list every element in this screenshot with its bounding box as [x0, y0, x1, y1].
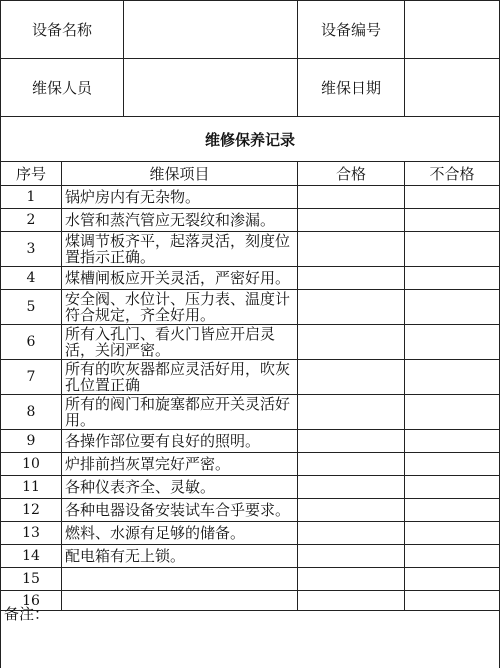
row-item-text: 水管和蒸汽管应无裂纹和渗漏。: [62, 209, 298, 232]
col-header-item: 维保项目: [62, 162, 298, 186]
row-number: 11: [1, 476, 62, 499]
maint-date-field[interactable]: [405, 59, 500, 117]
row-fail-cell[interactable]: [405, 186, 500, 209]
equipment-no-label: 设备编号: [298, 1, 405, 59]
row-fail-cell[interactable]: [405, 568, 500, 591]
table-row: [1, 499, 500, 522]
row-fail-cell[interactable]: [405, 290, 500, 325]
table-row: [1, 267, 500, 290]
row-pass-cell[interactable]: [298, 290, 405, 325]
row-number: 7: [1, 360, 62, 395]
table-row: [1, 325, 500, 360]
col-header-no: 序号: [1, 162, 62, 186]
row-pass-cell[interactable]: [298, 186, 405, 209]
row-number: 8: [1, 395, 62, 430]
table-row: [1, 522, 500, 545]
row-pass-cell[interactable]: [298, 267, 405, 290]
table-row: [1, 430, 500, 453]
row-pass-cell[interactable]: [298, 325, 405, 360]
notes-label: 备注：: [4, 605, 50, 623]
row-item-text: 各种电器设备安装试车合乎要求。: [62, 499, 298, 522]
row-fail-cell[interactable]: [405, 522, 500, 545]
row-fail-cell[interactable]: [405, 325, 500, 360]
row-fail-cell[interactable]: [405, 430, 500, 453]
notes-area[interactable]: [0, 601, 500, 668]
maintainer-label: 维保人员: [1, 59, 124, 117]
maint-date-label: 维保日期: [298, 59, 405, 117]
row-item-text: 所有的吹灰器都应灵活好用，吹灰孔位置正确: [62, 360, 298, 395]
row-pass-cell[interactable]: [298, 545, 405, 568]
row-item-text: 燃料、水源有足够的储备。: [62, 522, 298, 545]
row-fail-cell[interactable]: [405, 232, 500, 267]
row-item-text: 煤槽闸板应开关灵活，严密好用。: [62, 267, 298, 290]
row-fail-cell[interactable]: [405, 499, 500, 522]
item-rows: [1, 186, 500, 611]
row-item-text: 锅炉房内有无杂物。: [62, 186, 298, 209]
row-number: 4: [1, 267, 62, 290]
row-item-text: 各种仪表齐全、灵敏。: [62, 476, 298, 499]
row-item-text: 各操作部位要有良好的照明。: [62, 430, 298, 453]
row-item-text: 所有入孔门、看火门皆应开启灵活，关闭严密。: [62, 325, 298, 360]
row-pass-cell[interactable]: [298, 430, 405, 453]
row-pass-cell[interactable]: [298, 395, 405, 430]
row-number: 9: [1, 430, 62, 453]
row-number: 5: [1, 290, 62, 325]
row-item-text: 煤调节板齐平，起落灵活，刻度位置指示正确。: [62, 232, 298, 267]
row-pass-cell[interactable]: [298, 209, 405, 232]
row-fail-cell[interactable]: [405, 476, 500, 499]
row-pass-cell[interactable]: [298, 476, 405, 499]
row-number: 13: [1, 522, 62, 545]
row-pass-cell[interactable]: [298, 360, 405, 395]
col-header-pass: 合格: [298, 162, 405, 186]
equipment-no-field[interactable]: [405, 1, 500, 59]
row-item-text: 所有的阀门和旋塞都应开关灵活好用。: [62, 395, 298, 430]
row-number: 6: [1, 325, 62, 360]
record-title: 维修保养记录: [1, 117, 500, 162]
row-pass-cell[interactable]: [298, 453, 405, 476]
table-row: [1, 290, 500, 325]
row-item-text: [62, 568, 298, 591]
row-pass-cell[interactable]: [298, 522, 405, 545]
row-number: 14: [1, 545, 62, 568]
row-number: 12: [1, 499, 62, 522]
row-number: 1: [1, 186, 62, 209]
table-row: [1, 545, 500, 568]
table-row: [1, 232, 500, 267]
col-header-fail: 不合格: [405, 162, 500, 186]
table-row: [1, 395, 500, 430]
maintainer-field[interactable]: [124, 59, 298, 117]
row-pass-cell[interactable]: [298, 232, 405, 267]
table-row: [1, 476, 500, 499]
row-pass-cell[interactable]: [298, 568, 405, 591]
row-item-text: 炉排前挡灰罩完好严密。: [62, 453, 298, 476]
row-fail-cell[interactable]: [405, 453, 500, 476]
table-row: [1, 360, 500, 395]
table-row: [1, 453, 500, 476]
row-fail-cell[interactable]: [405, 360, 500, 395]
table-row: [1, 186, 500, 209]
row-pass-cell[interactable]: [298, 499, 405, 522]
row-number: 16: [1, 591, 62, 611]
row-number: 2: [1, 209, 62, 232]
row-fail-cell[interactable]: [405, 545, 500, 568]
row-item-text: 配电箱有无上锁。: [62, 545, 298, 568]
row-number: 3: [1, 232, 62, 267]
row-fail-cell[interactable]: [405, 267, 500, 290]
row-item-text: 安全阀、水位计、压力表、温度计符合规定，齐全好用。: [62, 290, 298, 325]
row-fail-cell[interactable]: [405, 395, 500, 430]
equipment-name-label: 设备名称: [1, 1, 124, 59]
row-number: 10: [1, 453, 62, 476]
row-number: 15: [1, 568, 62, 591]
table-row: [1, 209, 500, 232]
equipment-name-field[interactable]: [124, 1, 298, 59]
row-fail-cell[interactable]: [405, 209, 500, 232]
table-row: [1, 568, 500, 591]
